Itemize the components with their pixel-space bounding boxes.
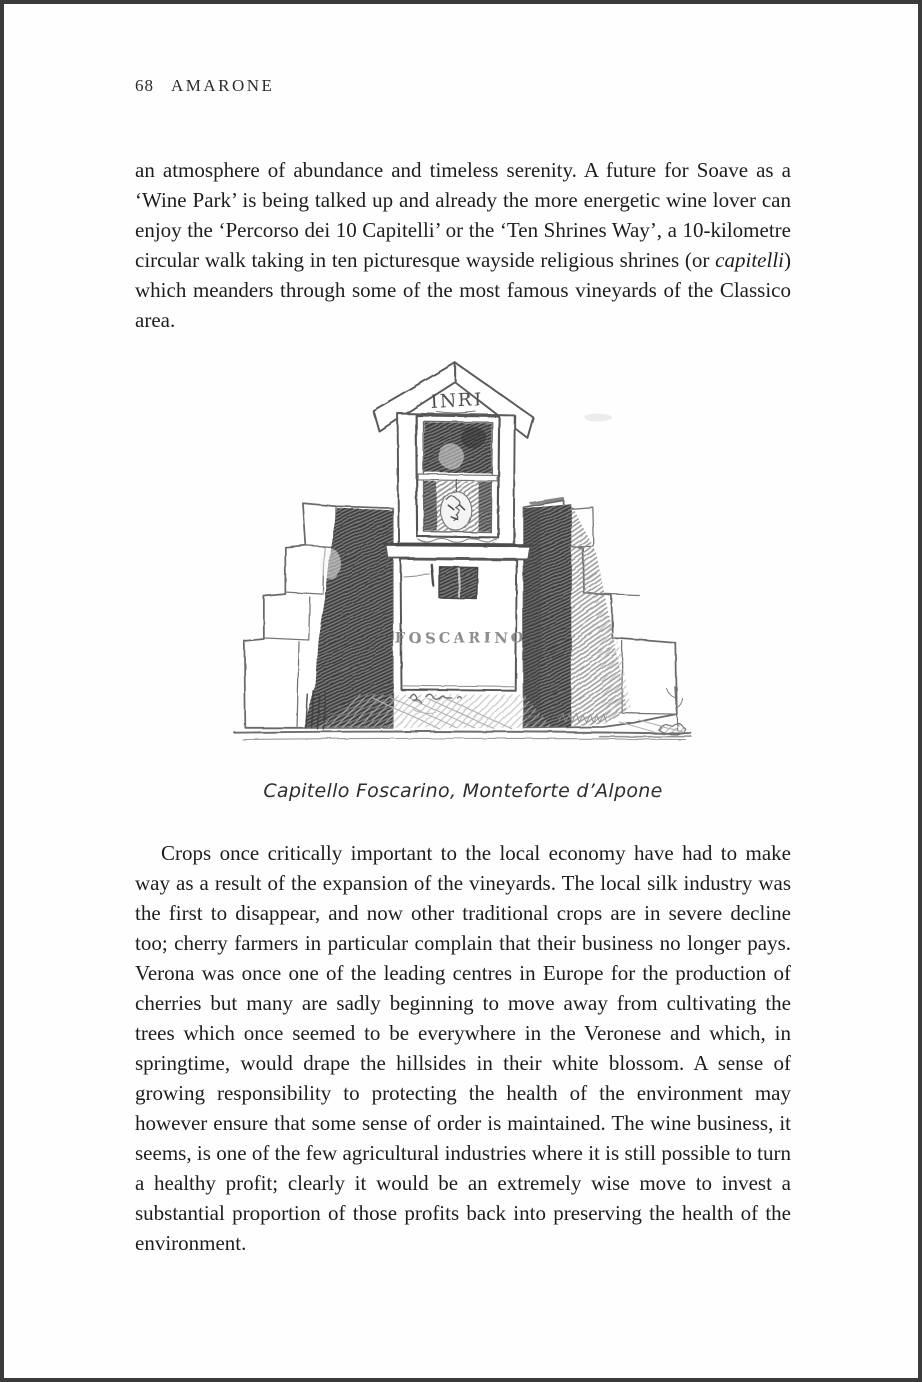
cornice	[385, 544, 531, 559]
niche-shelf	[418, 474, 497, 481]
statue-figure	[441, 492, 472, 531]
pillar	[395, 559, 528, 713]
shrine	[373, 363, 533, 713]
running-head	[135, 4, 791, 96]
inri-inscription: INRI	[430, 389, 484, 414]
book-title: AMARONE	[171, 76, 275, 95]
capitello-sketch	[209, 351, 717, 761]
foscarino-inscription: FOSCARINO	[394, 629, 528, 647]
right-stepped-wall	[524, 413, 687, 734]
paragraph-1	[135, 155, 791, 335]
ground-line	[235, 732, 692, 734]
shrine-niche	[416, 415, 499, 542]
illustration-caption: Capitello Foscarino, Monteforte d’Alpone	[263, 780, 663, 802]
italic-term-capitelli: capitelli	[715, 248, 784, 272]
paragraph-1-text: an atmosphere of abundance and timeless serenity. A future for Soave as a ‘Wine Park’ is being talked up and already the more energetic wine lover can enjoy the ‘Percorso dei 10 Capitelli’ or the ‘Ten Shrines Way’, a 10-kilometre circular walk taking in ten picturesque wayside religious shrines (or	[135, 158, 791, 272]
shrine-illustration	[135, 351, 791, 802]
page-number: 68	[135, 76, 154, 95]
paragraph-1-text-cont: ) which meanders through some of the most famous vineyards of the Classico area.	[135, 248, 791, 332]
paragraph-2: Crops once critically important to the local economy have had to make way as a result of the expansion of the vineyards. The local silk industry was the first to disappear, and now other traditional crops are in severe decline too; cherry farmers in particular complain that their business no longer pays. Verona was once one of the leading centres in Europe for the production of cherries but many are sadly beginning to move away from cultivating the trees which once seemed to be everywhere in the Veronese and which, in springtime, would drape the hillsides in their white blossom. A sense of growing responsibility to protecting the health of the environment may however ensure that some sense of order is maintained. The wine business, it seems, is one of the few agricultural industries where it is still possible to turn a healthy profit; clearly it would be an extremely wise move to invest a substantial proportion of those profits back into preserving the health of the environment.	[135, 841, 791, 1255]
